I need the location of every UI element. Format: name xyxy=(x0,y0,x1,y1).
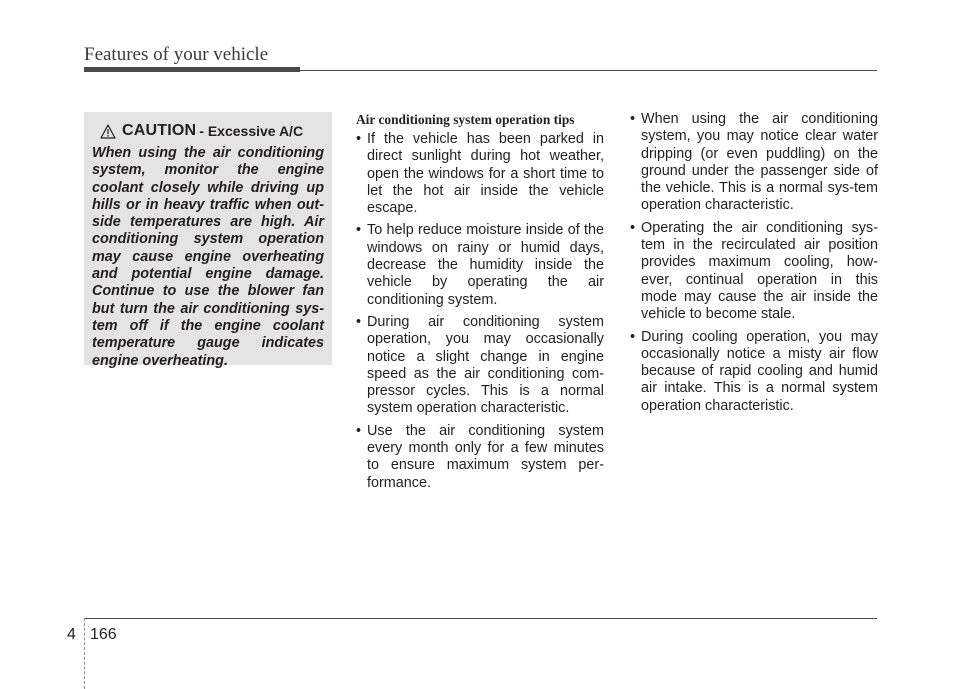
tip-item: • If the vehicle has been parked in direct sunlight during hot weather, open the windows for a short time to let the hot air inside the vehicle escape. xyxy=(356,131,604,217)
right-column xyxy=(630,111,878,420)
tip-item: • To help reduce moisture inside of the windows on rainy or humid days, decrease the humidity inside the vehicle by operating the air conditioning system. xyxy=(356,222,604,308)
page-number: 166 xyxy=(90,626,117,643)
chapter-number: 4 xyxy=(67,626,76,643)
footer-divider xyxy=(84,618,85,689)
footer-rule xyxy=(84,618,877,619)
caution-label: CAUTION xyxy=(122,122,197,139)
tip-item: • Use the air conditioning system every month only for a few minutes to ensure maximum system per-formance. xyxy=(356,423,604,492)
header-rule-thin xyxy=(300,70,877,71)
tip-item: • When using the air conditioning system, you may notice clear water dripping (or even puddling) on the ground under the passenger side of the vehicle. This is a normal sys-tem operation characteristic. xyxy=(630,111,878,215)
tip-item: • During air conditioning system operation, you may occasionally notice a slight change in engine speed as the air conditioning com-pressor cycles. This is a normal system operation characteristic. xyxy=(356,314,604,418)
caution-body-text: When using the air conditioning system, monitor the engine coolant closely while driving up hills or in heavy traffic when out-side temperatures are high. Air conditioning system operation may cause engine overheating and potential engine damage. Continue to use the blower fan but turn the air conditioning sys-tem off if the engine coolant temperature gauge indicates engine overheating. xyxy=(92,145,324,369)
caution-heading xyxy=(100,121,324,141)
caution-box xyxy=(84,112,332,369)
warning-triangle-icon xyxy=(100,124,116,139)
caution-subtitle: - Excessive A/C xyxy=(199,123,304,139)
page-header-title: Features of your vehicle xyxy=(84,44,269,65)
tip-item: • Operating the air conditioning sys-tem in the recirculated air position provides maximum cooling, how-ever, continual operation in this mode may cause the air inside the vehicle to become stale. xyxy=(630,220,878,324)
tip-item: • During cooling operation, you may occasionally notice a misty air flow because of rapid cooling and humid air intake. This is a normal system operation characteristic. xyxy=(630,329,878,415)
middle-column xyxy=(356,111,604,497)
header-rule-thick xyxy=(84,67,300,72)
right-tips-list xyxy=(630,111,878,415)
section-title: Air conditioning system operation tips xyxy=(356,112,575,127)
middle-tips-list xyxy=(356,131,604,492)
